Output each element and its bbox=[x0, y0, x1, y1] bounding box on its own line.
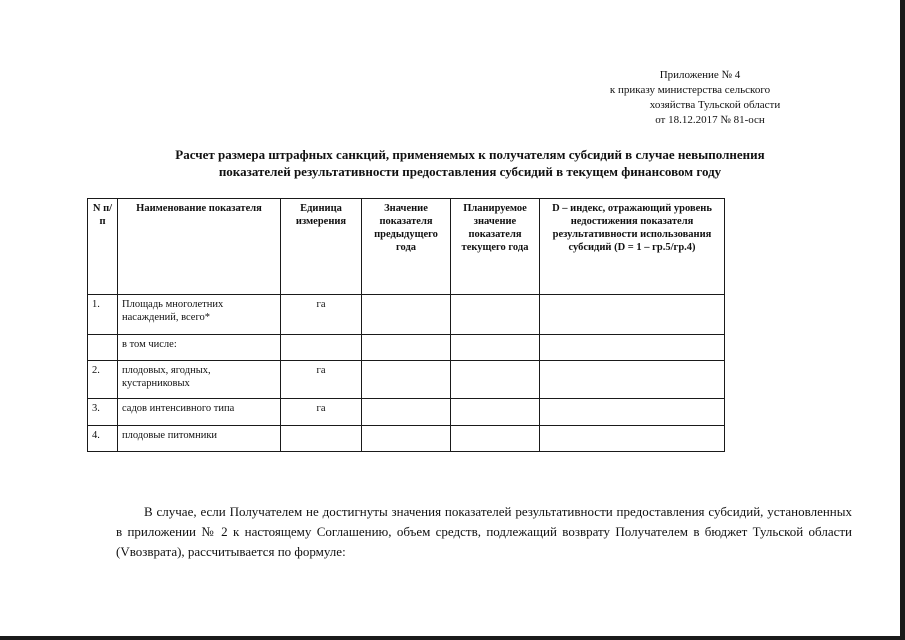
row-planned-value bbox=[451, 295, 540, 335]
row-unit: га bbox=[281, 399, 362, 426]
title-line-2: показателей результативности предоставления субсидий в текущем финансовом году bbox=[218, 164, 722, 179]
row-unit bbox=[281, 426, 362, 452]
row-previous-value bbox=[362, 361, 451, 399]
row-previous-value bbox=[362, 399, 451, 426]
scan-edge-bottom bbox=[0, 636, 905, 640]
row-d-index bbox=[540, 399, 725, 426]
appendix-ministry: хозяйства Тульской области bbox=[649, 99, 781, 111]
header-indicator-name: Наименование показателя bbox=[118, 199, 281, 295]
appendix-date: от 18.12.2017 № 81-осн bbox=[655, 114, 765, 126]
table-row bbox=[88, 335, 725, 361]
row-number: 3. bbox=[88, 399, 118, 426]
row-planned-value bbox=[451, 335, 540, 361]
row-number bbox=[88, 335, 118, 361]
row-number: 2. bbox=[88, 361, 118, 399]
title-line-1: Расчет размера штрафных санкций, применяемых к получателям субсидий в случае невыполнения bbox=[175, 147, 765, 162]
row-planned-value bbox=[451, 426, 540, 452]
header-unit: Единица измерения bbox=[281, 199, 362, 295]
table-header-row bbox=[88, 199, 725, 295]
row-previous-value bbox=[362, 426, 451, 452]
header-number: N п/п bbox=[88, 199, 118, 295]
table-row bbox=[88, 295, 725, 335]
row-number: 1. bbox=[88, 295, 118, 335]
row-unit: га bbox=[281, 295, 362, 335]
header-previous-value: Значение показателя предыдущего года bbox=[362, 199, 451, 295]
row-d-index bbox=[540, 361, 725, 399]
appendix-order-ref: к приказу министерства сельского bbox=[609, 84, 771, 96]
row-d-index bbox=[540, 335, 725, 361]
row-planned-value bbox=[451, 399, 540, 426]
row-number: 4. bbox=[88, 426, 118, 452]
row-d-index bbox=[540, 295, 725, 335]
row-unit bbox=[281, 335, 362, 361]
row-unit: га bbox=[281, 361, 362, 399]
row-indicator-name: Площадь многолетних насаждений, всего* bbox=[118, 295, 281, 335]
table-row bbox=[88, 361, 725, 399]
row-planned-value bbox=[451, 361, 540, 399]
penalty-table bbox=[87, 198, 725, 452]
table-row bbox=[88, 399, 725, 426]
row-indicator-name: плодовых, ягодных, кустарниковых bbox=[118, 361, 281, 399]
appendix-number: Приложение № 4 bbox=[659, 69, 741, 81]
table-row bbox=[88, 426, 725, 452]
row-previous-value bbox=[362, 295, 451, 335]
appendix-header bbox=[560, 68, 820, 128]
row-d-index bbox=[540, 426, 725, 452]
formula-intro-paragraph: В случае, если Получателем не достигнуты значения показателей результативности предоставления субсидий, установленных в приложении № 2 к настоящему Соглашению, объем средств, подлежащий возврату Получателем в бюджет Тульской области (Vвозврата), рассчитывается по формуле: bbox=[116, 504, 852, 559]
scan-edge-right bbox=[900, 0, 905, 640]
row-indicator-name: садов интенсивного типа bbox=[118, 399, 281, 426]
row-indicator-name: плодовые питомники bbox=[118, 426, 281, 452]
header-planned-value: Планируемое значение показателя текущего года bbox=[451, 199, 540, 295]
document-title bbox=[110, 146, 830, 180]
header-d-index: D – индекс, отражающий уровень недостижения показателя результативности использования субсидий (D = 1 – гр.5/гр.4) bbox=[540, 199, 725, 295]
row-previous-value bbox=[362, 335, 451, 361]
row-indicator-name: в том числе: bbox=[118, 335, 281, 361]
